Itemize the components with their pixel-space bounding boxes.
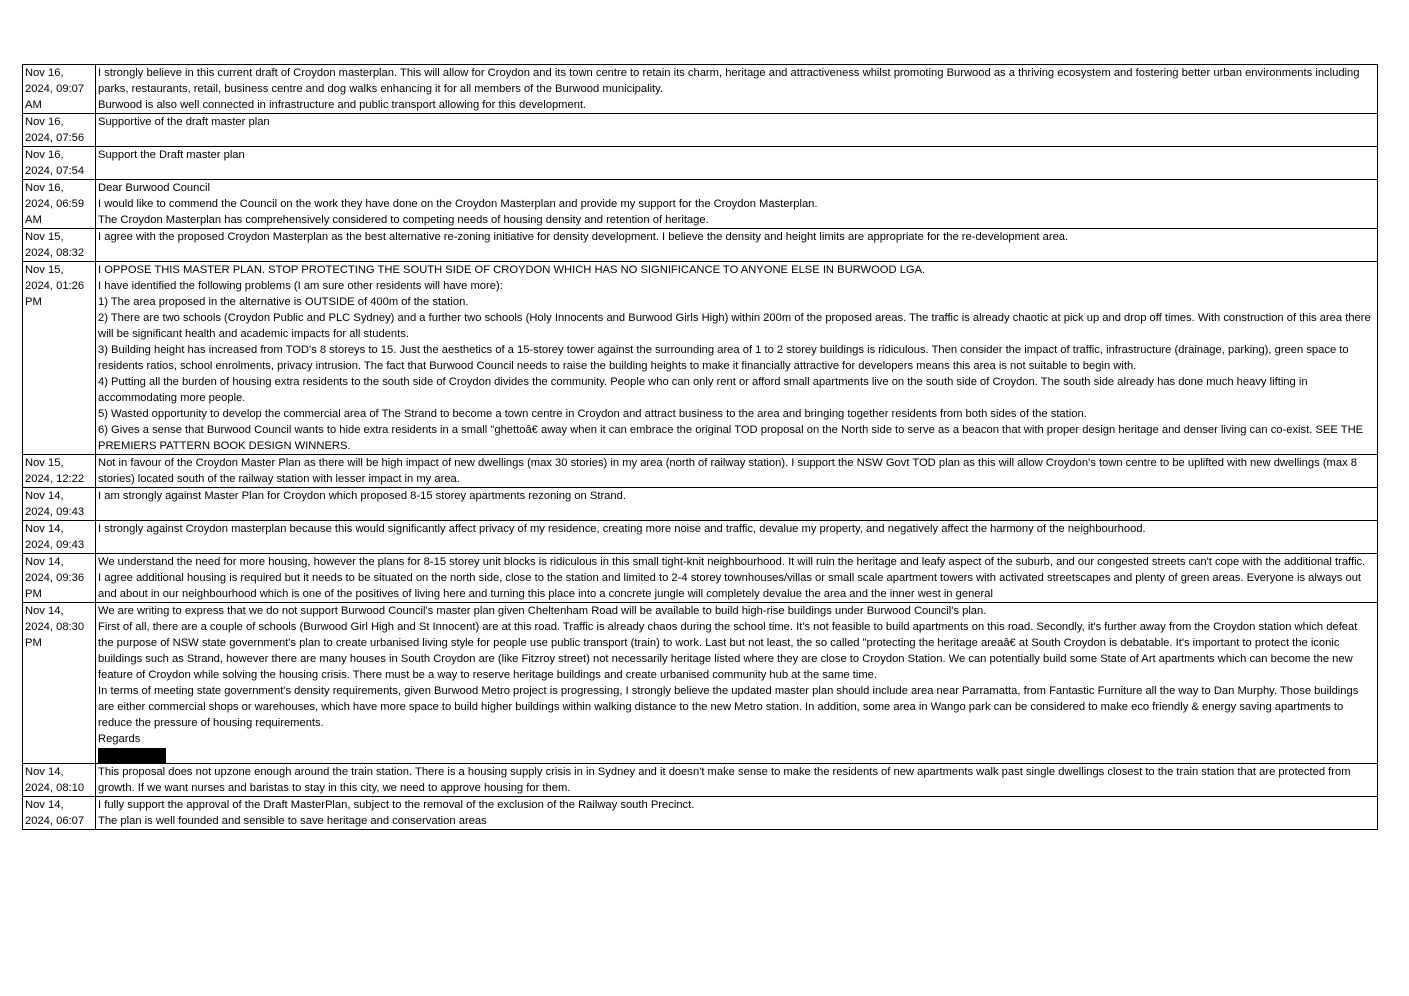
date-line: 2024, 08:10 [25, 782, 85, 794]
paragraph: We are writing to express that we do not support Burwood Council's master plan given Cheltenham Road will be available to build high-rise buildings under Burwood Council's plan. [98, 605, 987, 617]
date-line: 2024, 09:07 [25, 83, 85, 95]
submission-row [23, 455, 1378, 488]
submission-date [23, 180, 96, 229]
date-line: 2024, 07:54 [25, 165, 85, 177]
date-line: Nov 16, [25, 149, 64, 161]
paragraph: 5) Wasted opportunity to develop the commercial area of The Strand to become a town centre in Croydon and attract business to the area and bringing together residents from both sides of the station. [98, 408, 1087, 420]
date-line: AM [25, 214, 42, 226]
date-line: Nov 14, [25, 605, 64, 617]
submission-text [96, 262, 1378, 455]
submissions-table-body [23, 65, 1378, 830]
submission-text [96, 65, 1378, 114]
submission-date [23, 114, 96, 147]
submission-text [96, 180, 1378, 229]
submission-text [96, 488, 1378, 521]
paragraph: I fully support the approval of the Draft MasterPlan, subject to the removal of the exclusion of the Railway south Precinct. [98, 799, 695, 811]
submission-text [96, 603, 1378, 764]
submission-date [23, 229, 96, 262]
paragraph: 6) Gives a sense that Burwood Council wants to hide extra residents in a small "ghettoâ€ away when it can embrace the original TOD proposal on the North side to serve as a beacon that with proper design heritage and denser living can co-exist. SEE THE PREMIERS PATTERN BOOK DESIGN WINNERS. [98, 424, 1364, 452]
date-line: PM [25, 588, 42, 600]
date-line: 2024, 01:26 [25, 280, 85, 292]
submission-row [23, 114, 1378, 147]
date-line: 2024, 06:07 [25, 815, 85, 827]
submission-date [23, 455, 96, 488]
paragraph: I agree with the proposed Croydon Masterplan as the best alternative re-zoning initiative for density development. I believe the density and height limits are appropriate for the re-development area. [98, 231, 1069, 243]
paragraph: I OPPOSE THIS MASTER PLAN. STOP PROTECTING THE SOUTH SIDE OF CROYDON WHICH HAS NO SIGNIFICANCE TO ANYONE ELSE IN BURWOOD LGA. [98, 264, 926, 276]
submission-row [23, 180, 1378, 229]
date-line: Nov 14, [25, 523, 64, 535]
paragraph: 1) The area proposed in the alternative is OUTSIDE of 400m of the station. [98, 296, 469, 308]
paragraph: This proposal does not upzone enough around the train station. There is a housing supply crisis in in Sydney and it doesn't make sense to make the residents of new apartments walk past single dwellings closest to the train station that are protected from growth. If we want nurses and baristas to stay in this city, we need to approve housing for them. [98, 766, 1351, 794]
date-line: 2024, 08:32 [25, 247, 85, 259]
date-line: AM [25, 99, 42, 111]
submission-date [23, 147, 96, 180]
paragraph: I strongly believe in this current draft of Croydon masterplan. This will allow for Croydon and its town centre to retain its charm, heritage and attractiveness whilst promoting Burwood as a thriving ecosystem and fostering better urban environments including parks, restaurants, retail, business centre and dog walks enhancing it for all members of the Burwood municipality. [98, 67, 1360, 95]
submission-row [23, 229, 1378, 262]
submission-row [23, 764, 1378, 797]
date-line: Nov 15, [25, 264, 64, 276]
paragraph: I agree additional housing is required but it needs to be situated on the north side, close to the station and limited to 2-4 storey townhouses/villas or small scale apartment towers with activated streetscapes and plenty of green areas. Everyone is always out and about in our neighbourhood which is one of the positives of living here and turning this place into a concrete jungle will completely devalue the area and the inner west in general [98, 572, 1362, 600]
submission-text [96, 229, 1378, 262]
submission-text [96, 455, 1378, 488]
submissions-sheet [22, 64, 1374, 830]
submission-row [23, 554, 1378, 603]
paragraph: Burwood is also well connected in infrastructure and public transport allowing for this development. [98, 99, 587, 111]
paragraph: I am strongly against Master Plan for Croydon which proposed 8-15 storey apartments rezoning on Strand. [98, 490, 626, 502]
date-line: Nov 16, [25, 182, 64, 194]
submission-date [23, 554, 96, 603]
paragraph: First of all, there are a couple of schools (Burwood Girl High and St Innocent) are at this road. Traffic is already chaos during the school time. It's not feasible to build apartments on this road. Secondly, it's further away from the Croydon station which defeat the purpose of NSW state government's plan to create urbanised living style for people use public transport (train) to work. Last but not least, the so called "protecting the heritage areaâ€ at South Croydon is debatable. It's important to protect the iconic buildings such as Strand, however there are many houses in South Croydon are (like Fitzroy street) not necessarily heritage listed where they are close to Croydon Station. We can potentially build some State of Art apartments which can become the new feature of Croydon while solving the housing crisis. There must be a way to reserve heritage buildings and create urbanised community hub at the same time. [98, 621, 1358, 681]
submission-text [96, 147, 1378, 180]
submission-row [23, 262, 1378, 455]
submission-text [96, 554, 1378, 603]
submission-date [23, 488, 96, 521]
paragraph: The plan is well founded and sensible to save heritage and conservation areas [98, 815, 487, 827]
paragraph: Support the Draft master plan [98, 149, 245, 161]
date-line: Nov 16, [25, 116, 64, 128]
submission-row [23, 603, 1378, 764]
paragraph: We understand the need for more housing, however the plans for 8-15 storey unit blocks is ridiculous in this small tight-knit neighbourhood. It will ruin the heritage and leafy aspect of the suburb, and our congested streets can't cope with the additional traffic. [98, 556, 1366, 568]
submission-text [96, 521, 1378, 554]
paragraph: Dear Burwood Council [98, 182, 210, 194]
submission-row [23, 488, 1378, 521]
submission-row [23, 797, 1378, 830]
date-line: Nov 15, [25, 457, 64, 469]
submission-text [96, 114, 1378, 147]
date-line: PM [25, 296, 42, 308]
paragraph: In terms of meeting state government's density requirements, given Burwood Metro project is progressing, I strongly believe the updated master plan should include area near Parramatta, from Fantastic Furniture all the way to Dan Murphy. Those buildings are either commercial shops or warehouses, which have more space to build higher buildings within walking distance to the new Metro station. In addition, some area in Wango park can be considered to make eco friendly & energy saving apartments to reduce the pressure of housing requirements. [98, 685, 1359, 729]
date-line: Nov 14, [25, 490, 64, 502]
date-line: Nov 14, [25, 556, 64, 568]
paragraph: I strongly against Croydon masterplan because this would significantly affect privacy of my residence, creating more noise and traffic, devalue my property, and negatively affect the harmony of the neighbourhood. [98, 523, 1146, 535]
submission-date [23, 764, 96, 797]
date-line: Nov 16, [25, 67, 64, 79]
submission-text [96, 797, 1378, 830]
date-line: Nov 14, [25, 799, 64, 811]
date-line: 2024, 12:22 [25, 473, 85, 485]
paragraph: 2) There are two schools (Croydon Public and PLC Sydney) and a further two schools (Holy Innocents and Burwood Girls High) within 200m of the proposed areas. The traffic is already chaotic at pick up and drop off times. With construction of this area there will be significant health and academic impacts for all students. [98, 312, 1371, 340]
redacted-name-block [98, 748, 166, 763]
date-line: 2024, 09:36 [25, 572, 85, 584]
paragraph: 4) Putting all the burden of housing extra residents to the south side of Croydon divides the community. People who can only rent or afford small apartments live on the south side of Croydon. The south side already has done much heavy lifting in accommodating more people. [98, 376, 1308, 404]
paragraph: I would like to commend the Council on the work they have done on the Croydon Masterplan and provide my support for the Croydon Masterplan. [98, 198, 818, 210]
submission-date [23, 521, 96, 554]
paragraph: The Croydon Masterplan has comprehensively considered to competing needs of housing density and retention of heritage. [98, 214, 709, 226]
paragraph: Supportive of the draft master plan [98, 116, 270, 128]
submission-date [23, 797, 96, 830]
date-line: Nov 15, [25, 231, 64, 243]
submission-date [23, 603, 96, 764]
submission-text [96, 764, 1378, 797]
date-line: PM [25, 637, 42, 649]
submission-row [23, 521, 1378, 554]
date-line: 2024, 07:56 [25, 132, 85, 144]
date-line: 2024, 09:43 [25, 506, 85, 518]
submission-row [23, 65, 1378, 114]
submission-date [23, 262, 96, 455]
date-line: Nov 14, [25, 766, 64, 778]
submissions-table [22, 64, 1378, 830]
date-line: 2024, 08:30 [25, 621, 85, 633]
paragraph: I have identified the following problems (I am sure other residents will have more): [98, 280, 503, 292]
paragraph: 3) Building height has increased from TOD's 8 storeys to 15. Just the aesthetics of a 15-storey tower against the surrounding area of 1 to 2 storey buildings is ridiculous. Then consider the impact of traffic, infrastructure (drainage, parking), green space to residents ratios, school enrolments, privacy intrusion. The fact that Burwood Council needs to raise the building heights to make it financially attractive for developers means this area is not suitable to begin with. [98, 344, 1349, 372]
submission-row [23, 147, 1378, 180]
date-line: 2024, 09:43 [25, 539, 85, 551]
submission-date [23, 65, 96, 114]
paragraph: Regards [98, 733, 141, 745]
paragraph: Not in favour of the Croydon Master Plan as there will be high impact of new dwellings (max 30 stories) in my area (north of railway station). I support the NSW Govt TOD plan as this will allow Croydon's town centre to be uplifted with new dwellings (max 8 stories) located south of the railway station with lesser impact in my area. [98, 457, 1358, 485]
date-line: 2024, 06:59 [25, 198, 85, 210]
